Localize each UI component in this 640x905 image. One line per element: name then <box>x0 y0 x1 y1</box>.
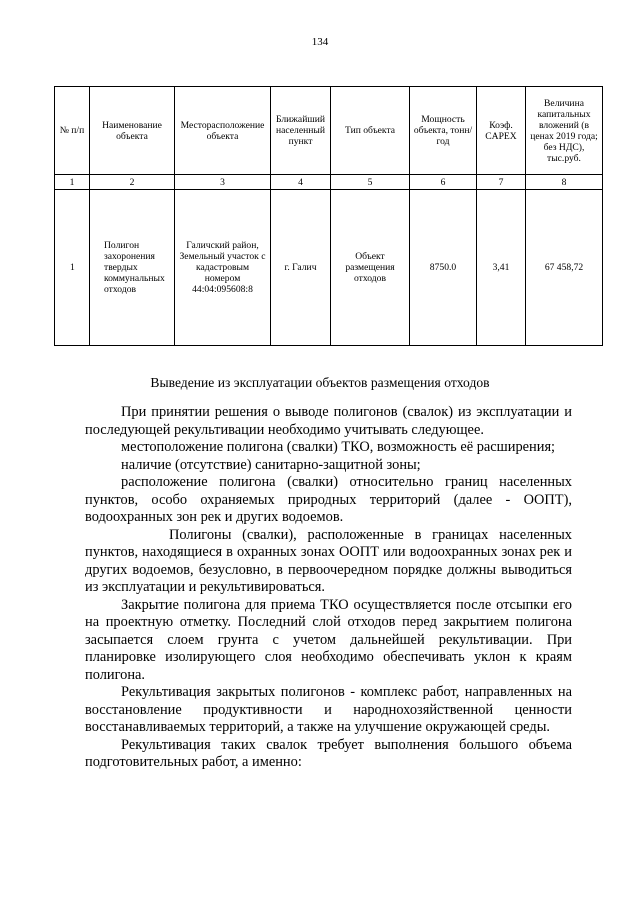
header-cell-name: Наименование объекта <box>90 87 175 175</box>
objects-table <box>54 86 603 346</box>
paragraph: Закрытие полигона для приема ТКО осуществляется после отсыпки его на проектную отметку. Последний слой отходов перед закрытием полигона засыпается слоем грунта с учетом дальнейшей рекультивации. При планировке изолирующего слоя необходимо обеспечивать уклон к краям полигона. <box>85 596 572 683</box>
table-header-row <box>55 87 603 175</box>
paragraph: местоположение полигона (свалки) ТКО, возможность её расширения; <box>121 439 556 455</box>
column-number: 1 <box>55 175 90 190</box>
cell-location: Галичский район, Земельный участок с кадастровым номером 44:04:095608:8 <box>175 190 271 346</box>
page-number: 134 <box>311 36 329 48</box>
header-cell-location: Месторасположение объекта <box>175 87 271 175</box>
paragraph: Полигоны (свалки), расположенные в границах населенных пунктов, находящиеся в охранных зонах ООПТ или водоохранных зонах рек и других водоемов, безусловно, в первоочередном порядке должны выводиться из эксплуатации и рекультивироваться. <box>85 526 572 595</box>
section-title: Выведение из эксплуатации объектов размещения отходов <box>150 375 490 390</box>
cell-investment: 67 458,72 <box>526 190 603 346</box>
paragraph: Рекультивация закрытых полигонов - комплекс работ, направленных на восстановление продуктивности и народнохозяйственной ценности восстанавливаемых территорий, а также на улучшение окружающей среды. <box>85 684 572 735</box>
cell-type: Объект размещения отходов <box>331 190 410 346</box>
cell-capex: 3,41 <box>477 190 526 346</box>
cell-capacity: 8750.0 <box>410 190 477 346</box>
column-number: 6 <box>410 175 477 190</box>
header-cell-num: № п/п <box>55 87 90 175</box>
cell-num: 1 <box>55 190 90 346</box>
table-row <box>55 190 603 346</box>
paragraph: Рекультивация таких свалок требует выполнения большого объема подготовительных работ, а именно: <box>85 736 572 770</box>
header-cell-investment: Величина капитальных вложений (в ценах 2019 года; без НДС), тыс.руб. <box>526 87 603 175</box>
column-number: 2 <box>90 175 175 190</box>
cell-name: Полигон захоронения твердых коммунальных отходов <box>90 190 175 346</box>
header-cell-settlement: Ближайший населенный пункт <box>271 87 331 175</box>
column-number: 4 <box>271 175 331 190</box>
paragraph: расположение полигона (свалки) относительно границ населенных пунктов, особо охраняемых природных территорий (далее - ООПТ), водоохранных зон рек и других водоемов. <box>85 474 572 525</box>
column-number-row <box>55 175 603 190</box>
header-cell-capacity: Мощность объекта, тонн/год <box>410 87 477 175</box>
paragraph: При принятии решения о выводе полигонов (свалок) из эксплуатации и последующей рекультивации необходимо учитывать следующее. <box>85 404 572 438</box>
column-number: 5 <box>331 175 410 190</box>
column-number: 3 <box>175 175 271 190</box>
column-number: 8 <box>526 175 603 190</box>
paragraph: наличие (отсутствие) санитарно-защитной зоны; <box>121 456 421 473</box>
header-cell-capex: Коэф. CAPEX <box>477 87 526 175</box>
body-text <box>85 404 572 772</box>
header-cell-type: Тип объекта <box>331 87 410 175</box>
cell-settlement: г. Галич <box>271 190 331 346</box>
column-number: 7 <box>477 175 526 190</box>
